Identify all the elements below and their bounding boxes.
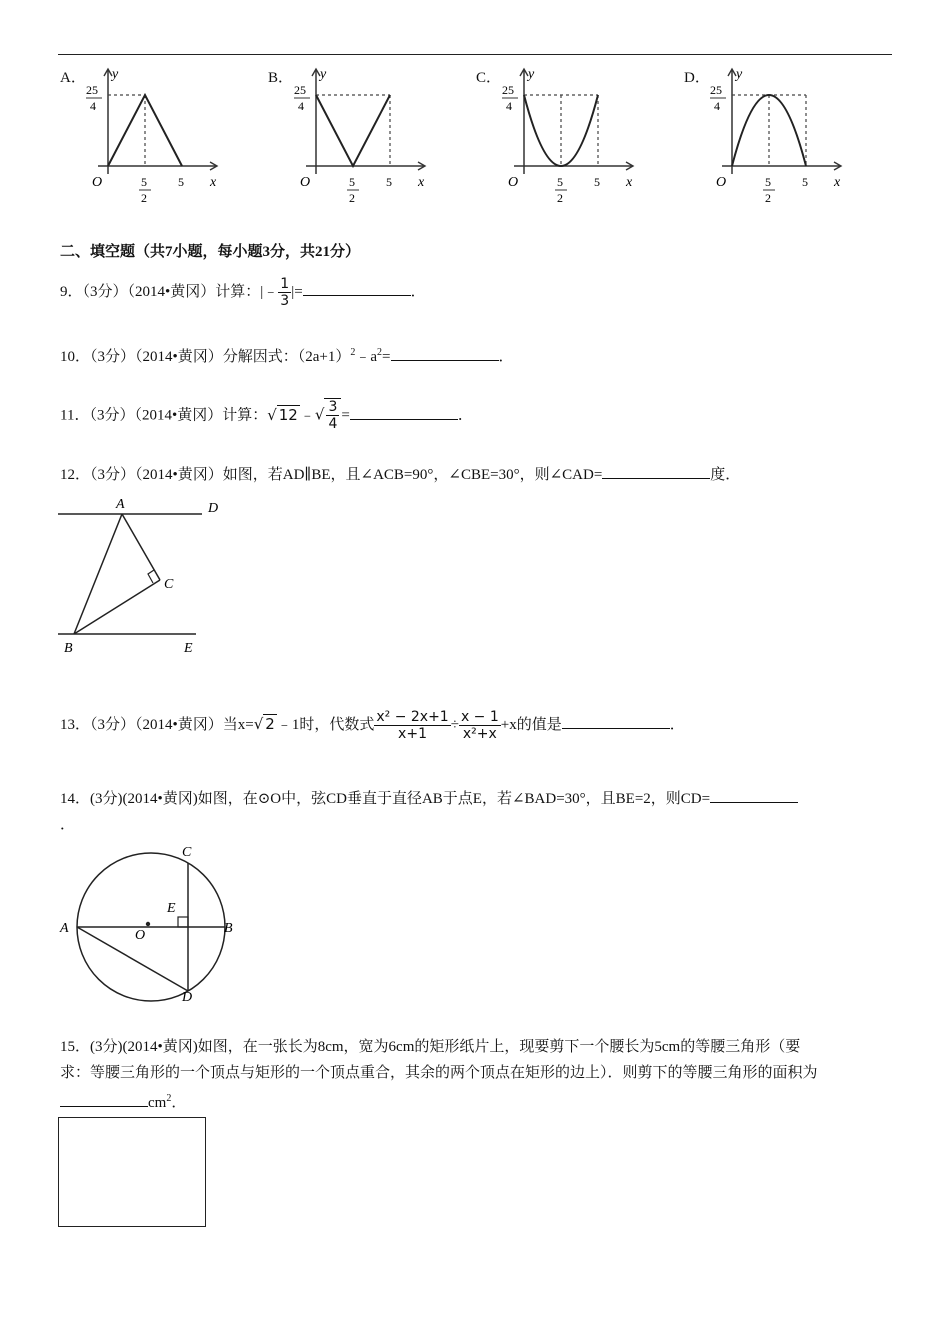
x-axis-label: x	[834, 175, 841, 190]
top-rule	[58, 54, 892, 55]
q9-num: 1	[280, 276, 290, 292]
section-title: 二、填空题（共7小题，每小题3分，共21分）	[60, 244, 361, 260]
q9-suffix: |=	[291, 283, 303, 300]
x-tick-den: 2	[141, 191, 147, 205]
q10-sup2: 2	[377, 347, 383, 358]
q13-den1: x+1	[398, 726, 427, 743]
q15-end: ．	[171, 1095, 187, 1111]
q13-div: ÷	[450, 717, 459, 733]
q11-num: 3	[328, 399, 338, 415]
y-tick-den: 4	[506, 99, 512, 113]
y-axis-label: y	[112, 67, 119, 82]
option-b-label: B．	[268, 70, 294, 86]
segment-ab	[74, 514, 122, 634]
question-13	[60, 702, 685, 747]
q15-sup: 2	[166, 1093, 172, 1104]
question-10	[60, 340, 514, 370]
q13-answer-blank[interactable]	[562, 712, 670, 729]
q13-end: ．	[669, 717, 685, 733]
x-tick-den: 2	[349, 191, 355, 205]
q13-fraction-2	[459, 709, 501, 742]
figure-14	[56, 838, 246, 1008]
option-a-label: A．	[60, 70, 86, 86]
q11-sqrt12: √ 12	[267, 405, 298, 424]
label-e: E	[167, 901, 176, 916]
q13-num2: x − 1	[460, 709, 499, 726]
x-tick-den: 2	[765, 191, 771, 205]
q11-fraction	[324, 398, 341, 432]
option-b[interactable]	[268, 62, 438, 212]
segment-ad	[77, 927, 188, 991]
label-a: A	[116, 497, 125, 512]
y-tick-den: 4	[298, 99, 304, 113]
question-9	[60, 276, 426, 309]
q14-text: 14．(3分)(2014•黄冈)如图，在⊙O中，弦CD垂直于直径AB于点E，若∠BAD=30°，且BE=2，则CD=	[60, 791, 711, 807]
x-tick-end: 5	[594, 175, 600, 189]
q14-end: ．	[60, 817, 76, 833]
option-d-label: D．	[684, 70, 710, 86]
q11-sqrt-frac: √ $\frac{3}{4}$	[315, 398, 341, 432]
function-curve	[316, 95, 390, 166]
label-d: D	[208, 501, 219, 516]
y-axis-label: y	[320, 67, 327, 82]
x-tick-end: 5	[178, 175, 184, 189]
q10-answer-blank[interactable]	[391, 344, 499, 361]
graph-a	[78, 62, 228, 212]
segment-cb	[74, 580, 160, 634]
q12-answer-blank[interactable]	[602, 462, 710, 479]
x-tick-num: 5	[349, 175, 355, 189]
y-tick-num: 25	[294, 83, 306, 97]
q11-den: 4	[328, 416, 338, 432]
q13-fraction-1	[374, 709, 450, 742]
label-o: O	[135, 928, 146, 943]
option-c[interactable]	[476, 62, 646, 212]
origin-label: O	[508, 175, 519, 190]
q13-rad: 2	[265, 715, 275, 733]
label-b: B	[224, 921, 233, 936]
q13-num1: x² − 2x+1	[376, 709, 449, 726]
q15-line2: 求：等腰三角形的一个顶点与矩形的一个顶点重合，其余的两个顶点在矩形的边上）．则剪下的等腰三角形的面积为	[60, 1065, 818, 1081]
q10-mid: ﹣a	[355, 349, 378, 365]
y-tick-den: 4	[90, 99, 96, 113]
x-tick-den: 2	[557, 191, 563, 205]
y-axis-label: y	[528, 67, 535, 82]
x-tick-num: 5	[557, 175, 563, 189]
x-tick-end: 5	[802, 175, 808, 189]
question-14	[60, 786, 894, 838]
center-dot	[146, 922, 150, 926]
x-axis-label: x	[210, 175, 217, 190]
figure-12	[56, 494, 236, 660]
origin-label: O	[92, 175, 103, 190]
q11-minus: ﹣	[299, 407, 315, 424]
label-e: E	[184, 641, 193, 656]
x-tick-num: 5	[765, 175, 771, 189]
q15-answer-blank[interactable]	[60, 1090, 148, 1107]
q11-suffix: =	[341, 407, 350, 424]
q13-sqrt2: √ 2	[253, 715, 275, 733]
q11-rad1: 12	[278, 405, 298, 424]
q14-answer-blank[interactable]	[710, 786, 798, 803]
q13-den2: x²+x	[462, 726, 497, 743]
q10-suffix: =	[382, 349, 391, 365]
question-11	[60, 398, 473, 432]
q11-prefix: 11．（3分）（2014•黄冈）计算：	[60, 407, 268, 424]
q13-mid: ﹣1时，代数式	[276, 717, 375, 733]
q13-suffix: +x的值是	[500, 717, 562, 733]
x-axis-label: x	[418, 175, 425, 190]
right-angle-mark	[178, 917, 188, 927]
question-12	[60, 462, 740, 488]
q15-unit: cm	[148, 1095, 167, 1111]
q11-answer-blank[interactable]	[350, 403, 458, 420]
q15-line1: 15．(3分)(2014•黄冈)如图，在一张长为8cm，宽为6cm的矩形纸片上，现要剪下一个腰长为5cm的等腰三角形（要	[60, 1039, 801, 1055]
origin-label: O	[300, 175, 311, 190]
label-b: B	[64, 641, 73, 656]
q10-end: ．	[498, 349, 514, 365]
label-c: C	[164, 577, 174, 592]
x-tick-end: 5	[386, 175, 392, 189]
option-d[interactable]	[684, 62, 854, 212]
right-angle-mark	[148, 570, 154, 583]
q9-answer-blank[interactable]	[303, 279, 411, 296]
y-tick-den: 4	[714, 99, 720, 113]
q10-prefix: 10．（3分）（2014•黄冈）分解因式：（2a+1）	[60, 349, 351, 365]
question-15	[60, 1034, 894, 1116]
option-c-label: C．	[476, 70, 502, 86]
y-tick-num: 25	[502, 83, 514, 97]
graph-b	[286, 62, 436, 212]
y-tick-num: 25	[710, 83, 722, 97]
label-a: A	[60, 921, 69, 936]
q9-den: 3	[280, 293, 290, 309]
label-c: C	[182, 845, 192, 860]
segment-ac	[122, 514, 160, 580]
origin-label: O	[716, 175, 727, 190]
q11-end: ．	[457, 407, 473, 424]
graph-c	[494, 62, 644, 212]
y-tick-num: 25	[86, 83, 98, 97]
q9-end: ．	[410, 283, 426, 300]
q12-end: 度．	[710, 467, 741, 483]
x-axis-label: x	[626, 175, 633, 190]
q9-fraction	[278, 276, 291, 309]
q12-text: 12．（3分）（2014•黄冈）如图，若AD∥BE，且∠ACB=90°，∠CBE=30°，则∠CAD=	[60, 467, 603, 483]
graph-d	[702, 62, 852, 212]
y-axis-label: y	[736, 67, 743, 82]
q13-prefix: 13．（3分）（2014•黄冈）当x=	[60, 717, 254, 733]
option-a[interactable]	[60, 62, 230, 212]
x-tick-num: 5	[141, 175, 147, 189]
figure-15-rectangle	[58, 1117, 206, 1227]
q9-prefix: 9．（3分）（2014•黄冈）计算：|﹣	[60, 283, 279, 300]
label-d: D	[182, 990, 193, 1005]
q10-sup1: 2	[350, 347, 356, 358]
